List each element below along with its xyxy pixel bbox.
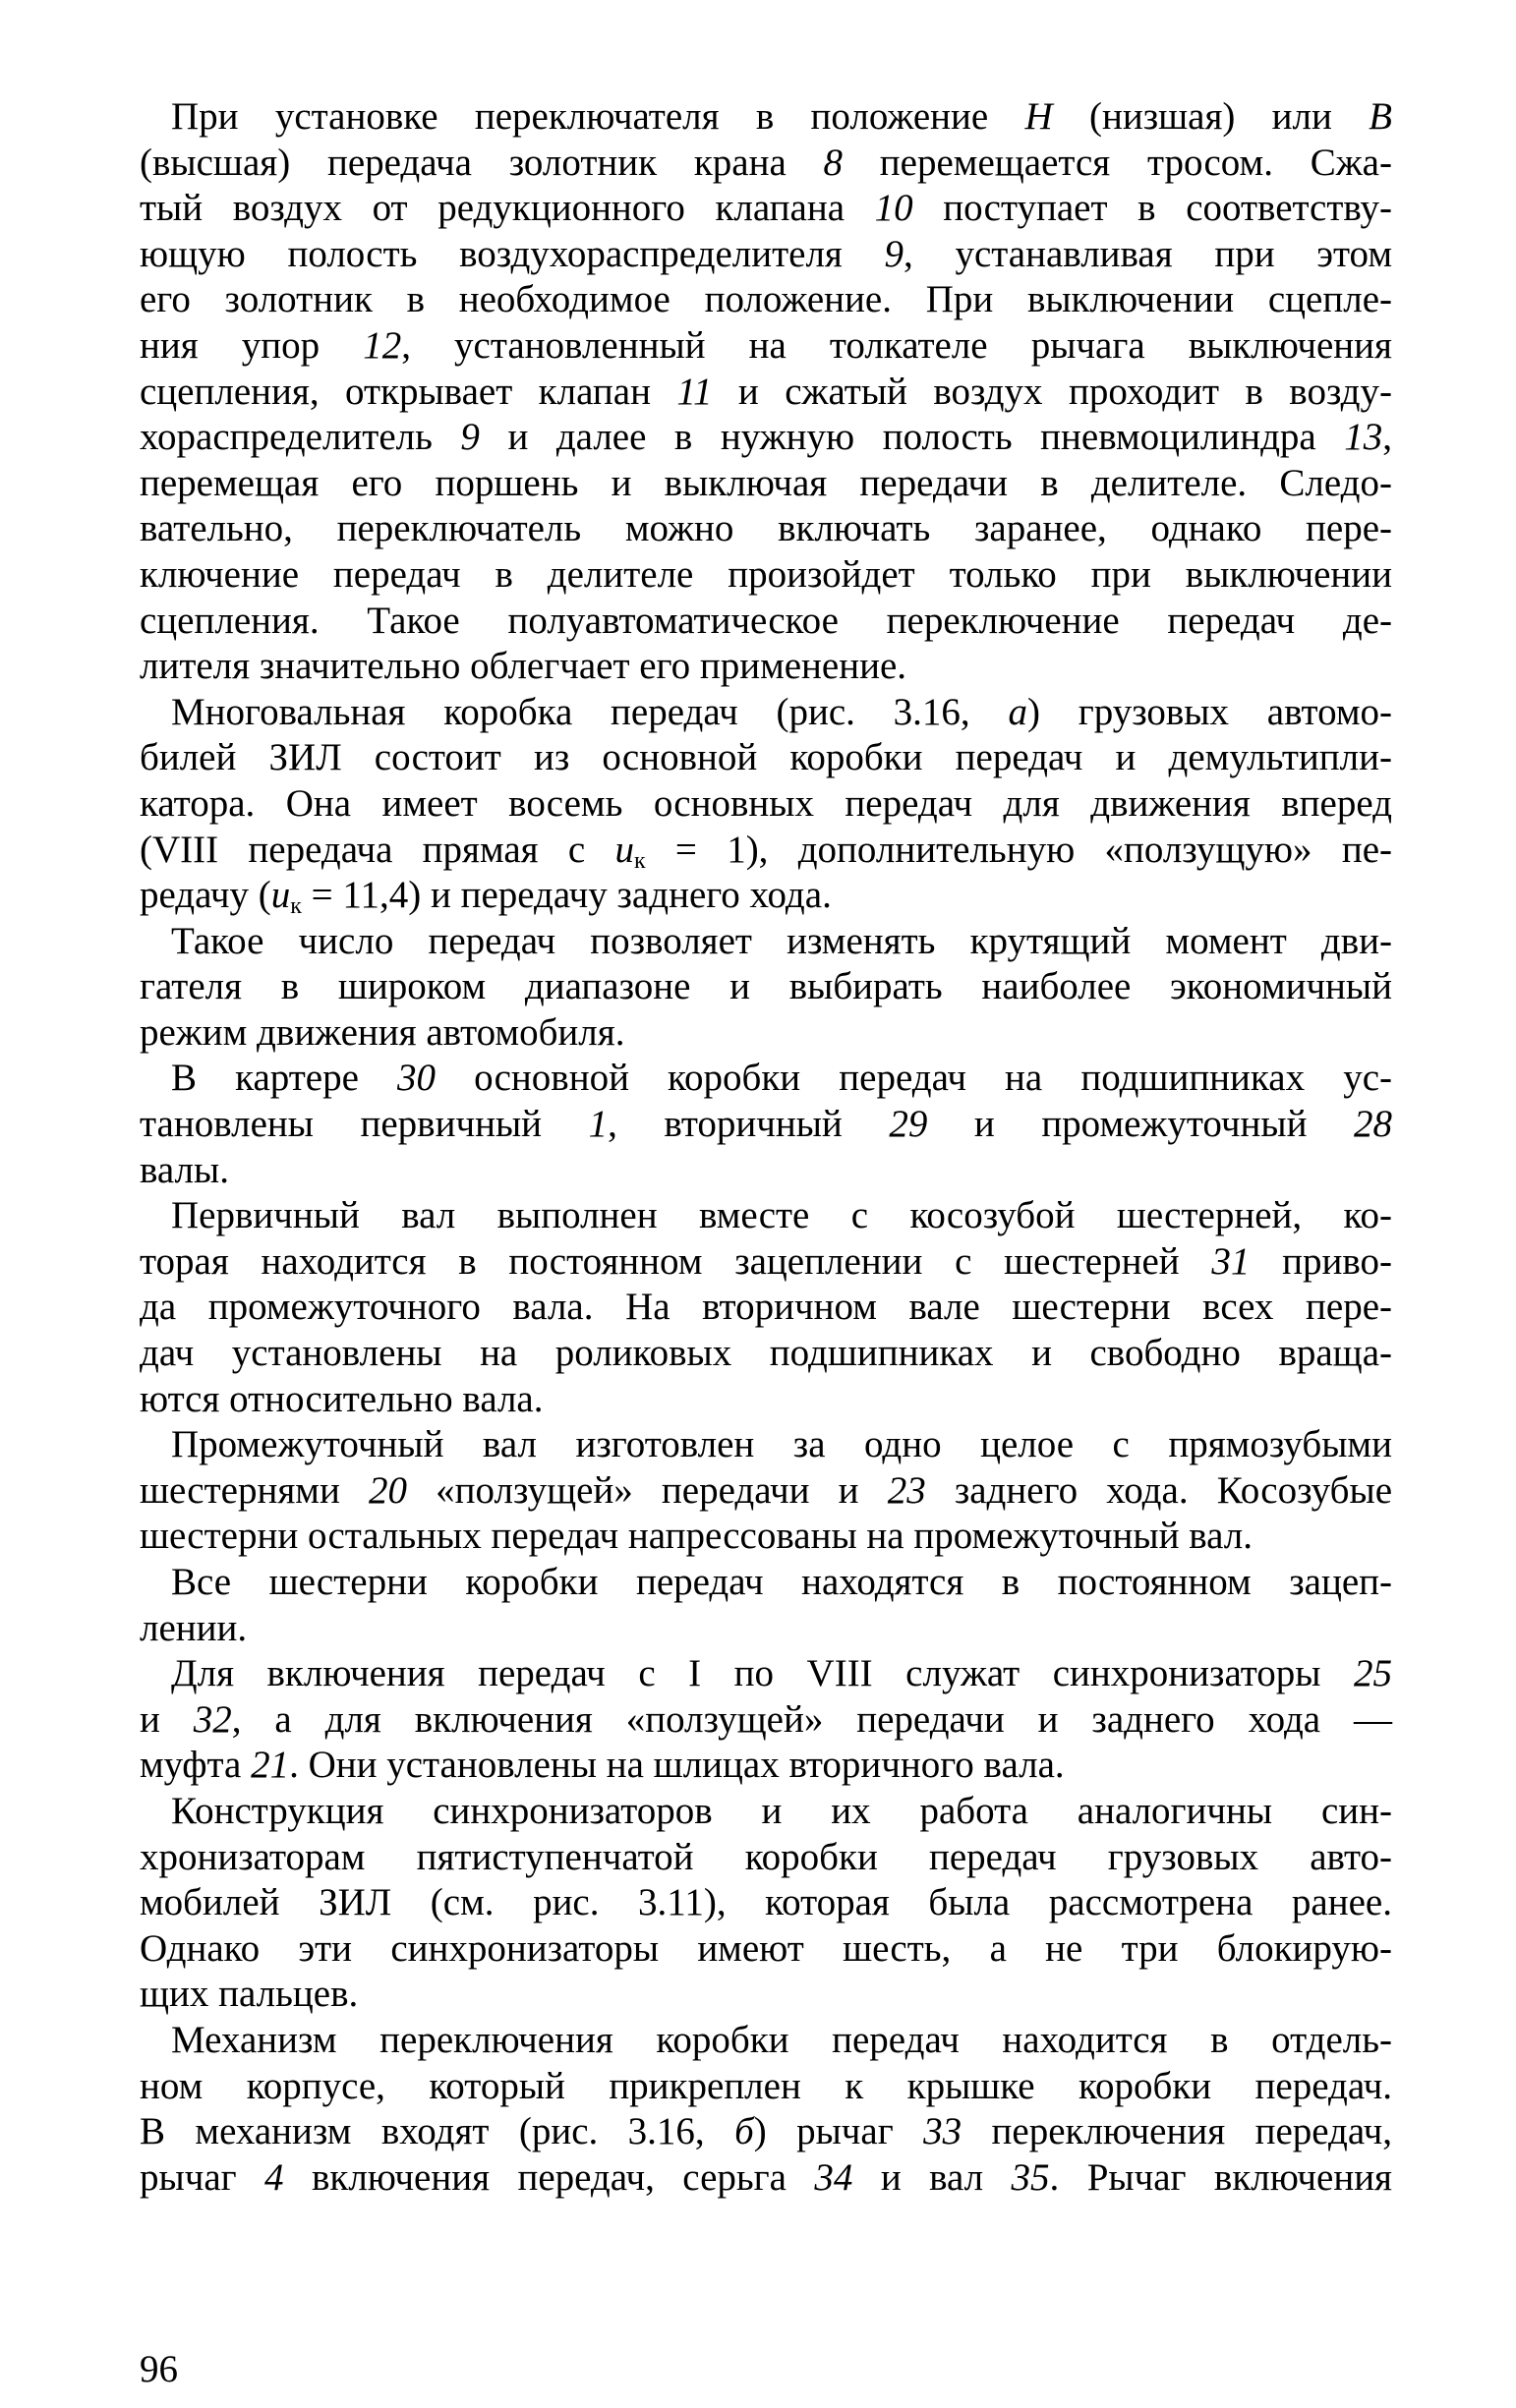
text-line [140,1010,1392,1057]
text-line [140,1789,1392,1835]
text-segment: Первичный вал выполнен вместе с косозубой шестерней, ко- [171,1194,1392,1237]
reference-number: 35 [1011,2155,1050,2199]
text-segment: . Они установлены на шлицах вторичного вала. [289,1744,1065,1787]
paragraph [140,1193,1392,1422]
reference-number: 28 [1354,1103,1393,1146]
text-segment: лителя значительно облегчает его применение. [140,645,907,688]
text-segment: катора. Она имеет восемь основных передач для движения вперед [140,781,1392,825]
text-line [140,277,1392,323]
text-segment: ния упор [140,323,364,367]
paragraph [140,94,1392,690]
text-segment: Многовальная коробка передач (рис. 3.16, [171,690,1009,733]
text-segment: тый воздух от редукционного клапана [140,187,875,230]
text-segment: В картере [171,1057,398,1100]
reference-number: u [614,828,634,871]
text-line [140,1193,1392,1239]
reference-number: 11 [676,370,713,413]
text-line [140,1148,1392,1194]
text-segment: билей ЗИЛ состоит из основной коробки передач и демультипли- [140,736,1392,779]
text-line [140,1926,1392,1973]
text-segment: ются относительно вала. [140,1377,544,1420]
reference-number: В [1369,95,1392,138]
text-segment: шестернями [140,1468,369,1512]
text-segment: Конструкция синхронизаторов и их работа аналогичны син- [171,1789,1392,1832]
text-segment: ) рычаг [753,2110,924,2153]
text-line [140,919,1392,965]
text-line [140,506,1392,552]
text-segment: Все шестерни коробки передач находятся в постоянном зацеп- [171,1561,1392,1603]
text-line [140,323,1392,370]
text-line [140,599,1392,645]
text-segment: (высшая) передача золотник крана [140,141,824,184]
text-segment: шестерни остальных передач напрессованы на промежуточный вал. [140,1515,1253,1558]
text-line [140,370,1392,416]
text-segment: сцепления, открывает клапан [140,370,677,413]
text-segment: режим движения автомобиля. [140,1010,625,1054]
reference-number: 34 [814,2155,853,2199]
text-segment: гателя в широком диапазоне и выбирать наиболее экономичный [140,965,1392,1008]
text-line [140,690,1392,736]
paragraph [140,919,1392,1057]
text-line [140,1880,1392,1926]
reference-number: 23 [887,1468,926,1512]
reference-number: 32 [193,1697,232,1741]
text-line [140,461,1392,507]
text-segment: и промежуточный [927,1103,1355,1146]
text-segment: перемещается тросом. Сжа- [843,141,1392,184]
text-segment: и далее в нужную полость пневмоцилиндра [479,416,1345,459]
subscript: к [290,893,302,920]
text-line [140,1514,1392,1560]
text-segment: . Рычаг включения [1049,2155,1392,2199]
text-segment: , установленный на толкателе рычага выключения [401,323,1392,367]
text-line [140,94,1392,141]
text-segment: перемещая его поршень и выключая передачи в делителе. Следо- [140,461,1392,504]
reference-number: б [734,2110,754,2153]
text-line [140,1056,1392,1102]
text-line [140,232,1392,278]
paragraph [140,2018,1392,2201]
text-segment: редачу ( [140,874,271,917]
paragraph [140,1560,1392,1651]
text-segment: ном корпусе, который прикреплен к крышке коробки передач. [140,2064,1392,2107]
text-line [140,1239,1392,1286]
subscript: к [633,847,646,874]
reference-number: 29 [889,1103,928,1146]
text-segment: поступает в соответству- [912,187,1392,230]
text-line [140,2064,1392,2110]
text-segment: основной коробки передач на подшипниках ус- [436,1057,1392,1100]
paragraph [140,1651,1392,1789]
text-segment: мобилей ЗИЛ (см. рис. 3.11), которая была рассмотрена ранее. [140,1881,1392,1924]
text-segment: торая находится в постоянном зацеплении с шестерней [140,1239,1212,1283]
text-segment: щих пальцев. [140,1973,359,2016]
reference-number: 10 [874,187,913,230]
paragraph [140,1789,1392,2018]
text-line [140,1468,1392,1515]
reference-number: 30 [397,1057,437,1100]
reference-number: а [1008,690,1027,733]
text-segment: и [140,1697,194,1741]
text-segment: ющую полость воздухораспределителя [140,232,885,275]
text-line [140,1697,1392,1744]
text-segment: рычаг [140,2155,265,2199]
text-segment: (VIII передача прямая с [140,828,615,871]
text-line [140,2018,1392,2064]
reference-number: 20 [369,1468,407,1512]
text-segment: включения передач, серьга [283,2155,815,2199]
text-segment: При установке переключателя в положение [171,95,1025,138]
reference-number: Н [1024,95,1053,138]
text-line [140,1606,1392,1652]
text-segment: вательно, переключатель можно включать заранее, однако пере- [140,507,1392,550]
text-line [140,1102,1392,1148]
text-segment: муфта [140,1744,252,1787]
text-segment: (низшая) или [1052,95,1370,138]
page-body-text [140,94,1392,2201]
reference-number: 33 [923,2110,962,2153]
text-segment: дач установлены на роликовых подшипниках и свободно враща- [140,1332,1392,1375]
text-segment: лении. [140,1606,248,1649]
reference-number: u [270,874,291,917]
text-line [140,828,1392,874]
text-segment: да промежуточного вала. На вторичном вале шестерни всех пере- [140,1286,1392,1329]
text-line [140,141,1392,187]
text-line [140,415,1392,461]
text-line [140,186,1392,232]
text-segment: = 1), дополнительную «ползущую» пе- [645,828,1392,871]
text-segment: «ползущей» передачи и [407,1468,888,1512]
reference-number: 9 [460,416,480,459]
text-segment: В механизм входят (рис. 3.16, [140,2110,735,2153]
text-line [140,2109,1392,2155]
text-segment: переключения передач, [962,2110,1393,2153]
text-line [140,873,1392,919]
reference-number: 9 [884,232,904,275]
reference-number: 25 [1354,1652,1392,1695]
text-line [140,1422,1392,1468]
paragraph [140,690,1392,919]
text-line [140,1560,1392,1606]
reference-number: 13 [1344,416,1383,459]
text-segment: и сжатый воздух проходит в возду- [712,370,1392,413]
paragraph [140,1056,1392,1193]
text-line [140,1285,1392,1331]
paragraph [140,1422,1392,1560]
text-segment: хораспределитель [140,416,461,459]
text-segment: , вторичный [608,1103,890,1146]
text-segment: его золотник в необходимое положение. При выключении сцепле- [140,278,1392,321]
text-line [140,781,1392,828]
text-line [140,735,1392,781]
text-segment: заднего хода. Косозубые [925,1468,1393,1512]
text-line [140,964,1392,1010]
text-line [140,1972,1392,2018]
text-line [140,552,1392,599]
reference-number: 1 [588,1103,609,1146]
text-segment: Механизм переключения коробки передач находится в отдель- [171,2018,1392,2061]
text-line [140,1835,1392,1881]
text-line [140,644,1392,690]
text-segment: = 11,4) и передачу заднего хода. [301,874,832,917]
text-segment: , устанавливая при этом [904,232,1392,275]
text-segment: ) грузовых автомо- [1026,690,1392,733]
text-segment: хронизаторам пятиступенчатой коробки передач грузовых авто- [140,1835,1392,1878]
text-segment: Однако эти синхронизаторы имеют шесть, а не три блокирую- [140,1926,1392,1970]
text-segment: Для включения передач с I по VIII служат синхронизаторы [171,1652,1354,1695]
reference-number: 31 [1211,1239,1251,1283]
text-segment: приво- [1250,1239,1392,1283]
text-segment: тановлены первичный [140,1103,589,1146]
text-line [140,1743,1392,1789]
text-line [140,1651,1392,1697]
reference-number: 8 [823,141,844,184]
text-segment: , [1382,416,1393,459]
text-line [140,1331,1392,1377]
text-segment: Промежуточный вал изготовлен за одно целое с прямозубыми [171,1423,1392,1466]
text-line [140,1377,1392,1423]
text-segment: Такое число передач позволяет изменять крутящий момент дви- [171,919,1392,962]
text-line [140,2155,1392,2202]
page-number: 96 [140,2348,178,2390]
reference-number: 21 [251,1744,290,1787]
text-segment: и вал [852,2155,1012,2199]
text-segment: , а для включения «ползущей» передачи и заднего хода — [231,1697,1393,1741]
text-segment: сцепления. Такое полуавтоматическое переключение передач де- [140,599,1392,642]
text-segment: валы. [140,1148,229,1191]
reference-number: 12 [363,323,402,367]
reference-number: 4 [264,2155,284,2199]
text-segment: ключение передач в делителе произойдет только при выключении [140,552,1392,596]
